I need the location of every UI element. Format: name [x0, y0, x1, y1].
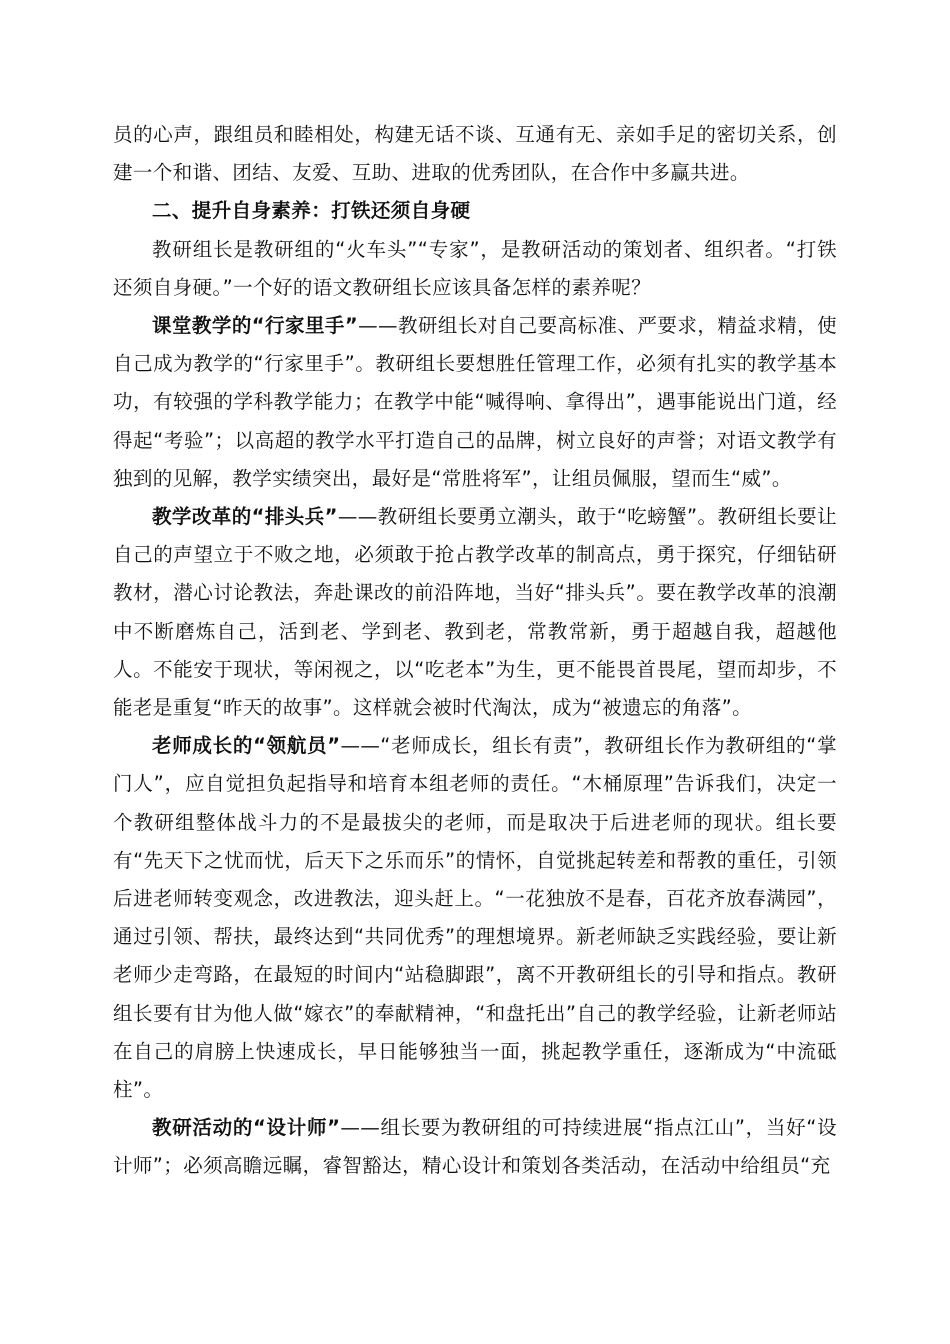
- paragraph-research-design: [113, 1109, 837, 1185]
- paragraph-intro: 教研组长是教研组的“火车头”“专家”，是教研活动的策划者、组织者。“打铁还须自身硬。”一个好的语文教研组长应该具备怎样的素养呢？: [113, 237, 837, 299]
- paragraph-body: ——教研组长要勇立潮头，敢于“吃螃蟹”。教研组长要让自己的声望立于不败之地，必须敢于抢占教学改革的制高点，勇于探究，仔细钻研教材，潜心讨论教法，奔赴课改的前沿阵地，当好“排头兵”。要在教学改革的浪潮中不断磨炼自己，活到老、学到老、教到老，常教常新，勇于超越自我，超越他人。不能安于现状，等闲视之，以“吃老本”为生，更不能畏首畏尾，望而却步，不能老是重复“昨天的故事”。这样就会被时代淘汰，成为“被遗忘的角落”。: [113, 505, 837, 720]
- paragraph-lead-title: 老师成长的“领航员”: [152, 734, 341, 758]
- paragraph-continued: 员的心声，跟组员和睦相处，构建无话不谈、互通有无、亲如手足的密切关系，创建一个和谐、团结、友爱、互助、进取的优秀团队，在合作中多赢共进。: [113, 123, 837, 185]
- paragraph-lead-title: 教研活动的“设计师”: [152, 1116, 341, 1140]
- section-heading: 二、提升自身素养：打铁还须自身硬: [152, 199, 471, 223]
- paragraph-teacher-growth: [113, 727, 837, 1109]
- paragraph-body: ——教研组长对自己要高标准、严要求，精益求精，使自己成为教学的“行家里手”。教研组长要想胜任管理工作，必须有扎实的教学基本功，有较强的学科教学能力；在教学中能“喊得响、拿得出”，遇事能说出门道，经得起“考验”；以高超的教学水平打造自己的品牌，树立良好的声誉；对语文教学有独到的见解，教学实绩突出，最好是“常胜将军”，让组员佩服，望而生“威”。: [113, 314, 837, 490]
- paragraph-teaching-reform: [113, 498, 837, 727]
- paragraph-lead-title: 教学改革的“排头兵”: [152, 505, 338, 529]
- paragraph-classroom-teaching: [113, 307, 837, 498]
- paragraph-lead-title: 课堂教学的“行家里手”: [152, 314, 359, 338]
- paragraph-body: ——“老师成长，组长有责”，教研组长作为教研组的“掌门人”，应自觉担负起指导和培育本组老师的责任。“木桶原理”告诉我们，决定一个教研组整体战斗力的不是最拔尖的老师，而是取决于后进老师的现状。组长要有“先天下之忧而忧，后天下之乐而乐”的情怀，自觉挑起转差和帮教的重任，引领后进老师转变观念，改进教法，迎头赶上。“一花独放不是春，百花齐放春满园”，通过引领、帮扶，最终达到“共同优秀”的理想境界。新老师缺乏实践经验，要让新老师少走弯路，在最短的时间内“站稳脚跟”，离不开教研组长的引导和指点。教研组长要有甘为他人做“嫁衣”的奉献精神，“和盘托出”自己的教学经验，让新老师站在自己的肩膀上快速成长，早日能够独当一面，挑起教学重任，逐渐成为“中流砥柱”。: [113, 734, 837, 1102]
- document-page: [113, 116, 837, 1186]
- paragraph-body: ——组长要为教研组的可持续进展“指点江山”，当好“设计师”；必须高瞻远瞩，睿智豁达，精心设计和策划各类活动，在活动中给组员“充: [113, 1116, 837, 1178]
